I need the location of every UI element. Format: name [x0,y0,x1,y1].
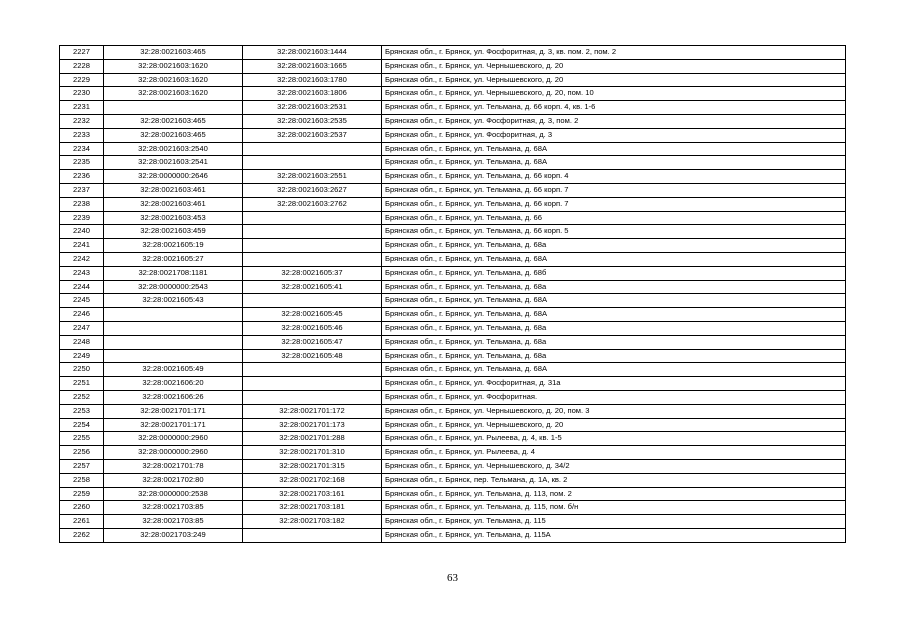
address-cell: Брянская обл., г. Брянск, ул. Тельмана, д. 113, пом. 2 [382,487,846,501]
cadastral-number-cell: 32:28:0021606:20 [104,377,243,391]
cadastral-number-cell [104,349,243,363]
cadastral-number-cell: 32:28:0021603:461 [104,183,243,197]
table-row [60,73,846,87]
address-cell: Брянская обл., г. Брянск, ул. Чернышевского, д. 20 [382,59,846,73]
object-cadastral-number-cell [243,156,382,170]
table-row [60,487,846,501]
row-number-cell: 2231 [60,101,104,115]
row-number-cell: 2235 [60,156,104,170]
cadastral-number-cell: 32:28:0021703:85 [104,515,243,529]
object-cadastral-number-cell: 32:28:0021702:168 [243,473,382,487]
cadastral-number-cell [104,335,243,349]
address-cell: Брянская обл., г. Брянск, ул. Тельмана, д. 68А [382,252,846,266]
cadastral-number-cell [104,321,243,335]
row-number-cell: 2239 [60,211,104,225]
row-number-cell: 2233 [60,128,104,142]
cadastral-number-cell: 32:28:0000000:2538 [104,487,243,501]
address-cell: Брянская обл., г. Брянск, ул. Фосфоритная. [382,390,846,404]
object-cadastral-number-cell [243,142,382,156]
object-cadastral-number-cell [243,211,382,225]
table-row [60,321,846,335]
object-cadastral-number-cell: 32:28:0021605:48 [243,349,382,363]
object-cadastral-number-cell [243,294,382,308]
row-number-cell: 2230 [60,87,104,101]
table-row [60,211,846,225]
address-cell: Брянская обл., г. Брянск, ул. Чернышевского, д. 34/2 [382,459,846,473]
cadastral-number-cell: 32:28:0021605:49 [104,363,243,377]
address-cell: Брянская обл., г. Брянск, ул. Тельмана, д. 115, пом. б/н [382,501,846,515]
cadastral-number-cell: 32:28:0021606:26 [104,390,243,404]
object-cadastral-number-cell [243,252,382,266]
cadastral-number-cell: 32:28:0021701:171 [104,404,243,418]
table-row [60,335,846,349]
table-row [60,225,846,239]
address-cell: Брянская обл., г. Брянск, ул. Чернышевского, д. 20 [382,73,846,87]
row-number-cell: 2262 [60,528,104,542]
row-number-cell: 2255 [60,432,104,446]
row-number-cell: 2232 [60,114,104,128]
cadastral-table-body [60,46,846,543]
row-number-cell: 2250 [60,363,104,377]
cadastral-number-cell: 32:28:0021603:1620 [104,59,243,73]
row-number-cell: 2238 [60,197,104,211]
page-number: 63 [447,572,458,584]
object-cadastral-number-cell: 32:28:0021603:2762 [243,197,382,211]
object-cadastral-number-cell [243,377,382,391]
row-number-cell: 2244 [60,280,104,294]
cadastral-number-cell: 32:28:0021605:19 [104,239,243,253]
row-number-cell: 2240 [60,225,104,239]
address-cell: Брянская обл., г. Брянск, ул. Фосфоритная, д. 31а [382,377,846,391]
address-cell: Брянская обл., г. Брянск, ул. Тельмана, д. 115 [382,515,846,529]
object-cadastral-number-cell: 32:28:0021703:181 [243,501,382,515]
table-row [60,404,846,418]
address-cell: Брянская обл., г. Брянск, ул. Тельмана, д. 66 корп. 7 [382,183,846,197]
cadastral-number-cell: 32:28:0021701:78 [104,459,243,473]
cadastral-number-cell: 32:28:0000000:2960 [104,446,243,460]
table-row [60,432,846,446]
cadastral-number-cell: 32:28:0021603:1620 [104,87,243,101]
address-cell: Брянская обл., г. Брянск, ул. Рылеева, д. 4 [382,446,846,460]
address-cell: Брянская обл., г. Брянск, ул. Рылеева, д. 4, кв. 1-5 [382,432,846,446]
object-cadastral-number-cell: 32:28:0021701:173 [243,418,382,432]
address-cell: Брянская обл., г. Брянск, ул. Тельмана, д. 68А [382,363,846,377]
table-row [60,128,846,142]
table-row [60,418,846,432]
address-cell: Брянская обл., г. Брянск, ул. Фосфоритная, д. 3, пом. 2 [382,114,846,128]
object-cadastral-number-cell: 32:28:0021701:172 [243,404,382,418]
object-cadastral-number-cell: 32:28:0021603:2627 [243,183,382,197]
address-cell: Брянская обл., г. Брянск, ул. Чернышевского, д. 20 [382,418,846,432]
object-cadastral-number-cell: 32:28:0021605:41 [243,280,382,294]
address-cell: Брянская обл., г. Брянск, ул. Фосфоритная, д. 3 [382,128,846,142]
cadastral-number-cell: 32:28:0021703:249 [104,528,243,542]
row-number-cell: 2251 [60,377,104,391]
cadastral-number-cell: 32:28:0021708:1181 [104,266,243,280]
table-row [60,239,846,253]
table-row [60,114,846,128]
object-cadastral-number-cell: 32:28:0021605:45 [243,308,382,322]
row-number-cell: 2227 [60,46,104,60]
address-cell: Брянская обл., г. Брянск, ул. Чернышевского, д. 20, пом. 10 [382,87,846,101]
object-cadastral-number-cell [243,390,382,404]
object-cadastral-number-cell: 32:28:0021603:2537 [243,128,382,142]
address-cell: Брянская обл., г. Брянск, ул. Тельмана, д. 68а [382,239,846,253]
table-row [60,156,846,170]
row-number-cell: 2247 [60,321,104,335]
object-cadastral-number-cell: 32:28:0021603:1665 [243,59,382,73]
address-cell: Брянская обл., г. Брянск, ул. Тельмана, д. 68А [382,156,846,170]
row-number-cell: 2253 [60,404,104,418]
row-number-cell: 2258 [60,473,104,487]
cadastral-number-cell: 32:28:0000000:2543 [104,280,243,294]
object-cadastral-number-cell: 32:28:0021603:1780 [243,73,382,87]
address-cell: Брянская обл., г. Брянск, ул. Тельмана, д. 68А [382,142,846,156]
row-number-cell: 2257 [60,459,104,473]
object-cadastral-number-cell: 32:28:0021701:315 [243,459,382,473]
table-row [60,46,846,60]
cadastral-number-cell: 32:28:0021603:453 [104,211,243,225]
address-cell: Брянская обл., г. Брянск, ул. Тельмана, д. 68а [382,280,846,294]
object-cadastral-number-cell [243,239,382,253]
object-cadastral-number-cell [243,363,382,377]
table-row [60,266,846,280]
object-cadastral-number-cell: 32:28:0021605:46 [243,321,382,335]
address-cell: Брянская обл., г. Брянск, ул. Фосфоритная, д. 3, кв. пом. 2, пом. 2 [382,46,846,60]
address-cell: Брянская обл., г. Брянск, ул. Тельмана, д. 66 корп. 4, кв. 1-6 [382,101,846,115]
address-cell: Брянская обл., г. Брянск, пер. Тельмана, д. 1А, кв. 2 [382,473,846,487]
table-row [60,280,846,294]
row-number-cell: 2260 [60,501,104,515]
table-row [60,294,846,308]
row-number-cell: 2229 [60,73,104,87]
table-row [60,170,846,184]
object-cadastral-number-cell: 32:28:0021703:161 [243,487,382,501]
address-cell: Брянская обл., г. Брянск, ул. Тельмана, д. 66 корп. 7 [382,197,846,211]
table-row [60,528,846,542]
object-cadastral-number-cell: 32:28:0021605:47 [243,335,382,349]
object-cadastral-number-cell: 32:28:0021603:2551 [243,170,382,184]
cadastral-number-cell: 32:28:0021702:80 [104,473,243,487]
cadastral-table-container [59,45,845,543]
object-cadastral-number-cell: 32:28:0021603:1444 [243,46,382,60]
row-number-cell: 2242 [60,252,104,266]
object-cadastral-number-cell [243,528,382,542]
address-cell: Брянская обл., г. Брянск, ул. Тельмана, д. 68а [382,335,846,349]
row-number-cell: 2236 [60,170,104,184]
table-row [60,142,846,156]
cadastral-number-cell: 32:28:0021603:459 [104,225,243,239]
address-cell: Брянская обл., г. Брянск, ул. Тельмана, д. 66 корп. 5 [382,225,846,239]
table-row [60,446,846,460]
row-number-cell: 2237 [60,183,104,197]
object-cadastral-number-cell: 32:28:0021703:182 [243,515,382,529]
row-number-cell: 2249 [60,349,104,363]
cadastral-number-cell: 32:28:0000000:2646 [104,170,243,184]
cadastral-number-cell: 32:28:0021603:2541 [104,156,243,170]
row-number-cell: 2245 [60,294,104,308]
table-row [60,308,846,322]
table-row [60,473,846,487]
table-row [60,87,846,101]
cadastral-number-cell: 32:28:0021603:465 [104,128,243,142]
cadastral-number-cell [104,308,243,322]
table-row [60,363,846,377]
cadastral-number-cell: 32:28:0021603:465 [104,46,243,60]
address-cell: Брянская обл., г. Брянск, ул. Тельмана, д. 68а [382,321,846,335]
row-number-cell: 2228 [60,59,104,73]
row-number-cell: 2252 [60,390,104,404]
cadastral-number-cell: 32:28:0021603:2540 [104,142,243,156]
cadastral-number-cell [104,101,243,115]
row-number-cell: 2248 [60,335,104,349]
table-row [60,459,846,473]
table-row [60,197,846,211]
object-cadastral-number-cell: 32:28:0021603:1806 [243,87,382,101]
address-cell: Брянская обл., г. Брянск, ул. Чернышевского, д. 20, пом. 3 [382,404,846,418]
cadastral-table [59,45,846,543]
address-cell: Брянская обл., г. Брянск, ул. Тельмана, д. 115А [382,528,846,542]
cadastral-number-cell: 32:28:0021603:1620 [104,73,243,87]
table-row [60,349,846,363]
table-row [60,501,846,515]
cadastral-number-cell: 32:28:0021701:171 [104,418,243,432]
table-row [60,515,846,529]
object-cadastral-number-cell: 32:28:0021603:2531 [243,101,382,115]
cadastral-number-cell: 32:28:0021703:85 [104,501,243,515]
cadastral-number-cell: 32:28:0021605:43 [104,294,243,308]
object-cadastral-number-cell: 32:28:0021603:2535 [243,114,382,128]
row-number-cell: 2234 [60,142,104,156]
object-cadastral-number-cell: 32:28:0021605:37 [243,266,382,280]
table-row [60,377,846,391]
row-number-cell: 2243 [60,266,104,280]
row-number-cell: 2254 [60,418,104,432]
table-row [60,183,846,197]
address-cell: Брянская обл., г. Брянск, ул. Тельмана, д. 68А [382,308,846,322]
address-cell: Брянская обл., г. Брянск, ул. Тельмана, д. 68б [382,266,846,280]
object-cadastral-number-cell: 32:28:0021701:310 [243,446,382,460]
row-number-cell: 2256 [60,446,104,460]
row-number-cell: 2246 [60,308,104,322]
object-cadastral-number-cell: 32:28:0021701:288 [243,432,382,446]
address-cell: Брянская обл., г. Брянск, ул. Тельмана, д. 68а [382,349,846,363]
row-number-cell: 2261 [60,515,104,529]
address-cell: Брянская обл., г. Брянск, ул. Тельмана, д. 66 [382,211,846,225]
row-number-cell: 2259 [60,487,104,501]
cadastral-number-cell: 32:28:0021605:27 [104,252,243,266]
cadastral-number-cell: 32:28:0000000:2960 [104,432,243,446]
table-row [60,101,846,115]
object-cadastral-number-cell [243,225,382,239]
address-cell: Брянская обл., г. Брянск, ул. Тельмана, д. 66 корп. 4 [382,170,846,184]
table-row [60,59,846,73]
cadastral-number-cell: 32:28:0021603:461 [104,197,243,211]
table-row [60,390,846,404]
table-row [60,252,846,266]
cadastral-number-cell: 32:28:0021603:465 [104,114,243,128]
row-number-cell: 2241 [60,239,104,253]
address-cell: Брянская обл., г. Брянск, ул. Тельмана, д. 68А [382,294,846,308]
